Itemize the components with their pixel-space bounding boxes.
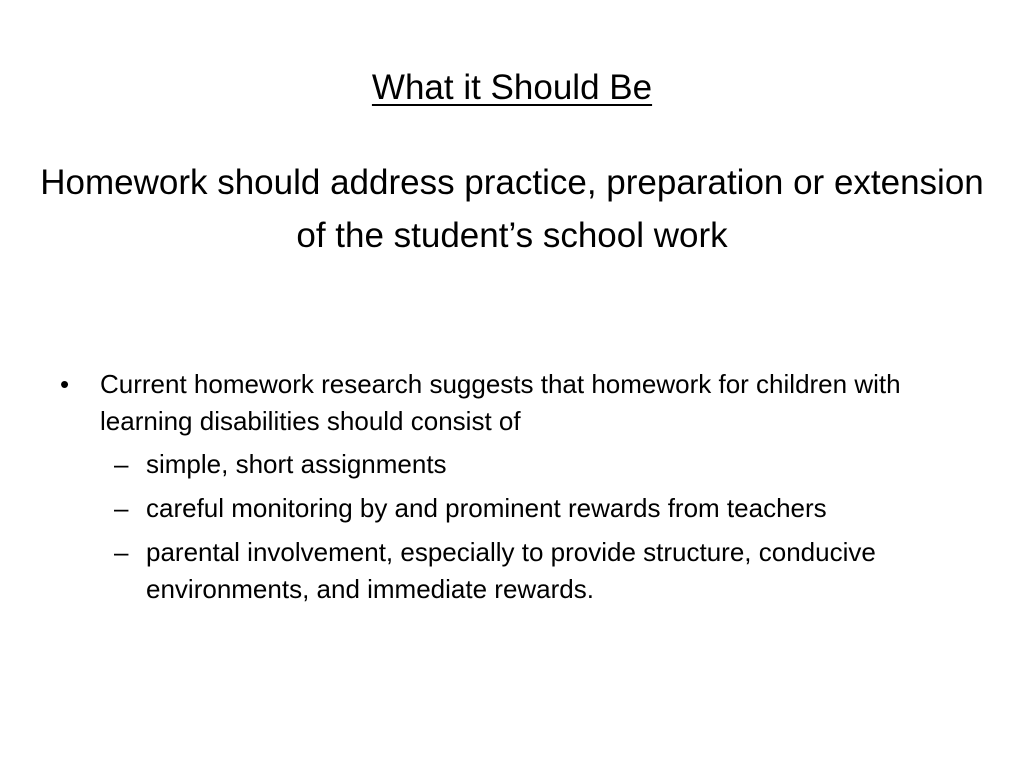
dash-icon: – — [114, 449, 129, 479]
slide-subtitle: Homework should address practice, preparation or extension of the student’s school work — [40, 163, 984, 255]
sub-bullet-item — [100, 490, 918, 527]
sub-bullet-text: simple, short assignments — [146, 449, 447, 479]
bullet-list — [58, 366, 918, 608]
bullet-text: Current homework research suggests that homework for children with learning disabilities should consist of — [100, 369, 901, 436]
sub-bullet-item — [100, 446, 918, 483]
slide-title: What it Should Be — [371, 68, 653, 107]
sub-bullet-list — [100, 446, 918, 608]
sub-bullet-text: parental involvement, especially to provide structure, conducive environments, and immediate rewards. — [146, 537, 876, 604]
bullet-item — [58, 366, 918, 608]
sub-bullet-text: careful monitoring by and prominent rewards from teachers — [146, 493, 827, 523]
slide-content — [58, 366, 918, 615]
dash-icon: – — [114, 537, 129, 567]
bullet-icon: • — [60, 369, 70, 399]
sub-bullet-item — [100, 534, 918, 608]
title-block — [40, 62, 984, 262]
dash-icon: – — [114, 493, 129, 523]
